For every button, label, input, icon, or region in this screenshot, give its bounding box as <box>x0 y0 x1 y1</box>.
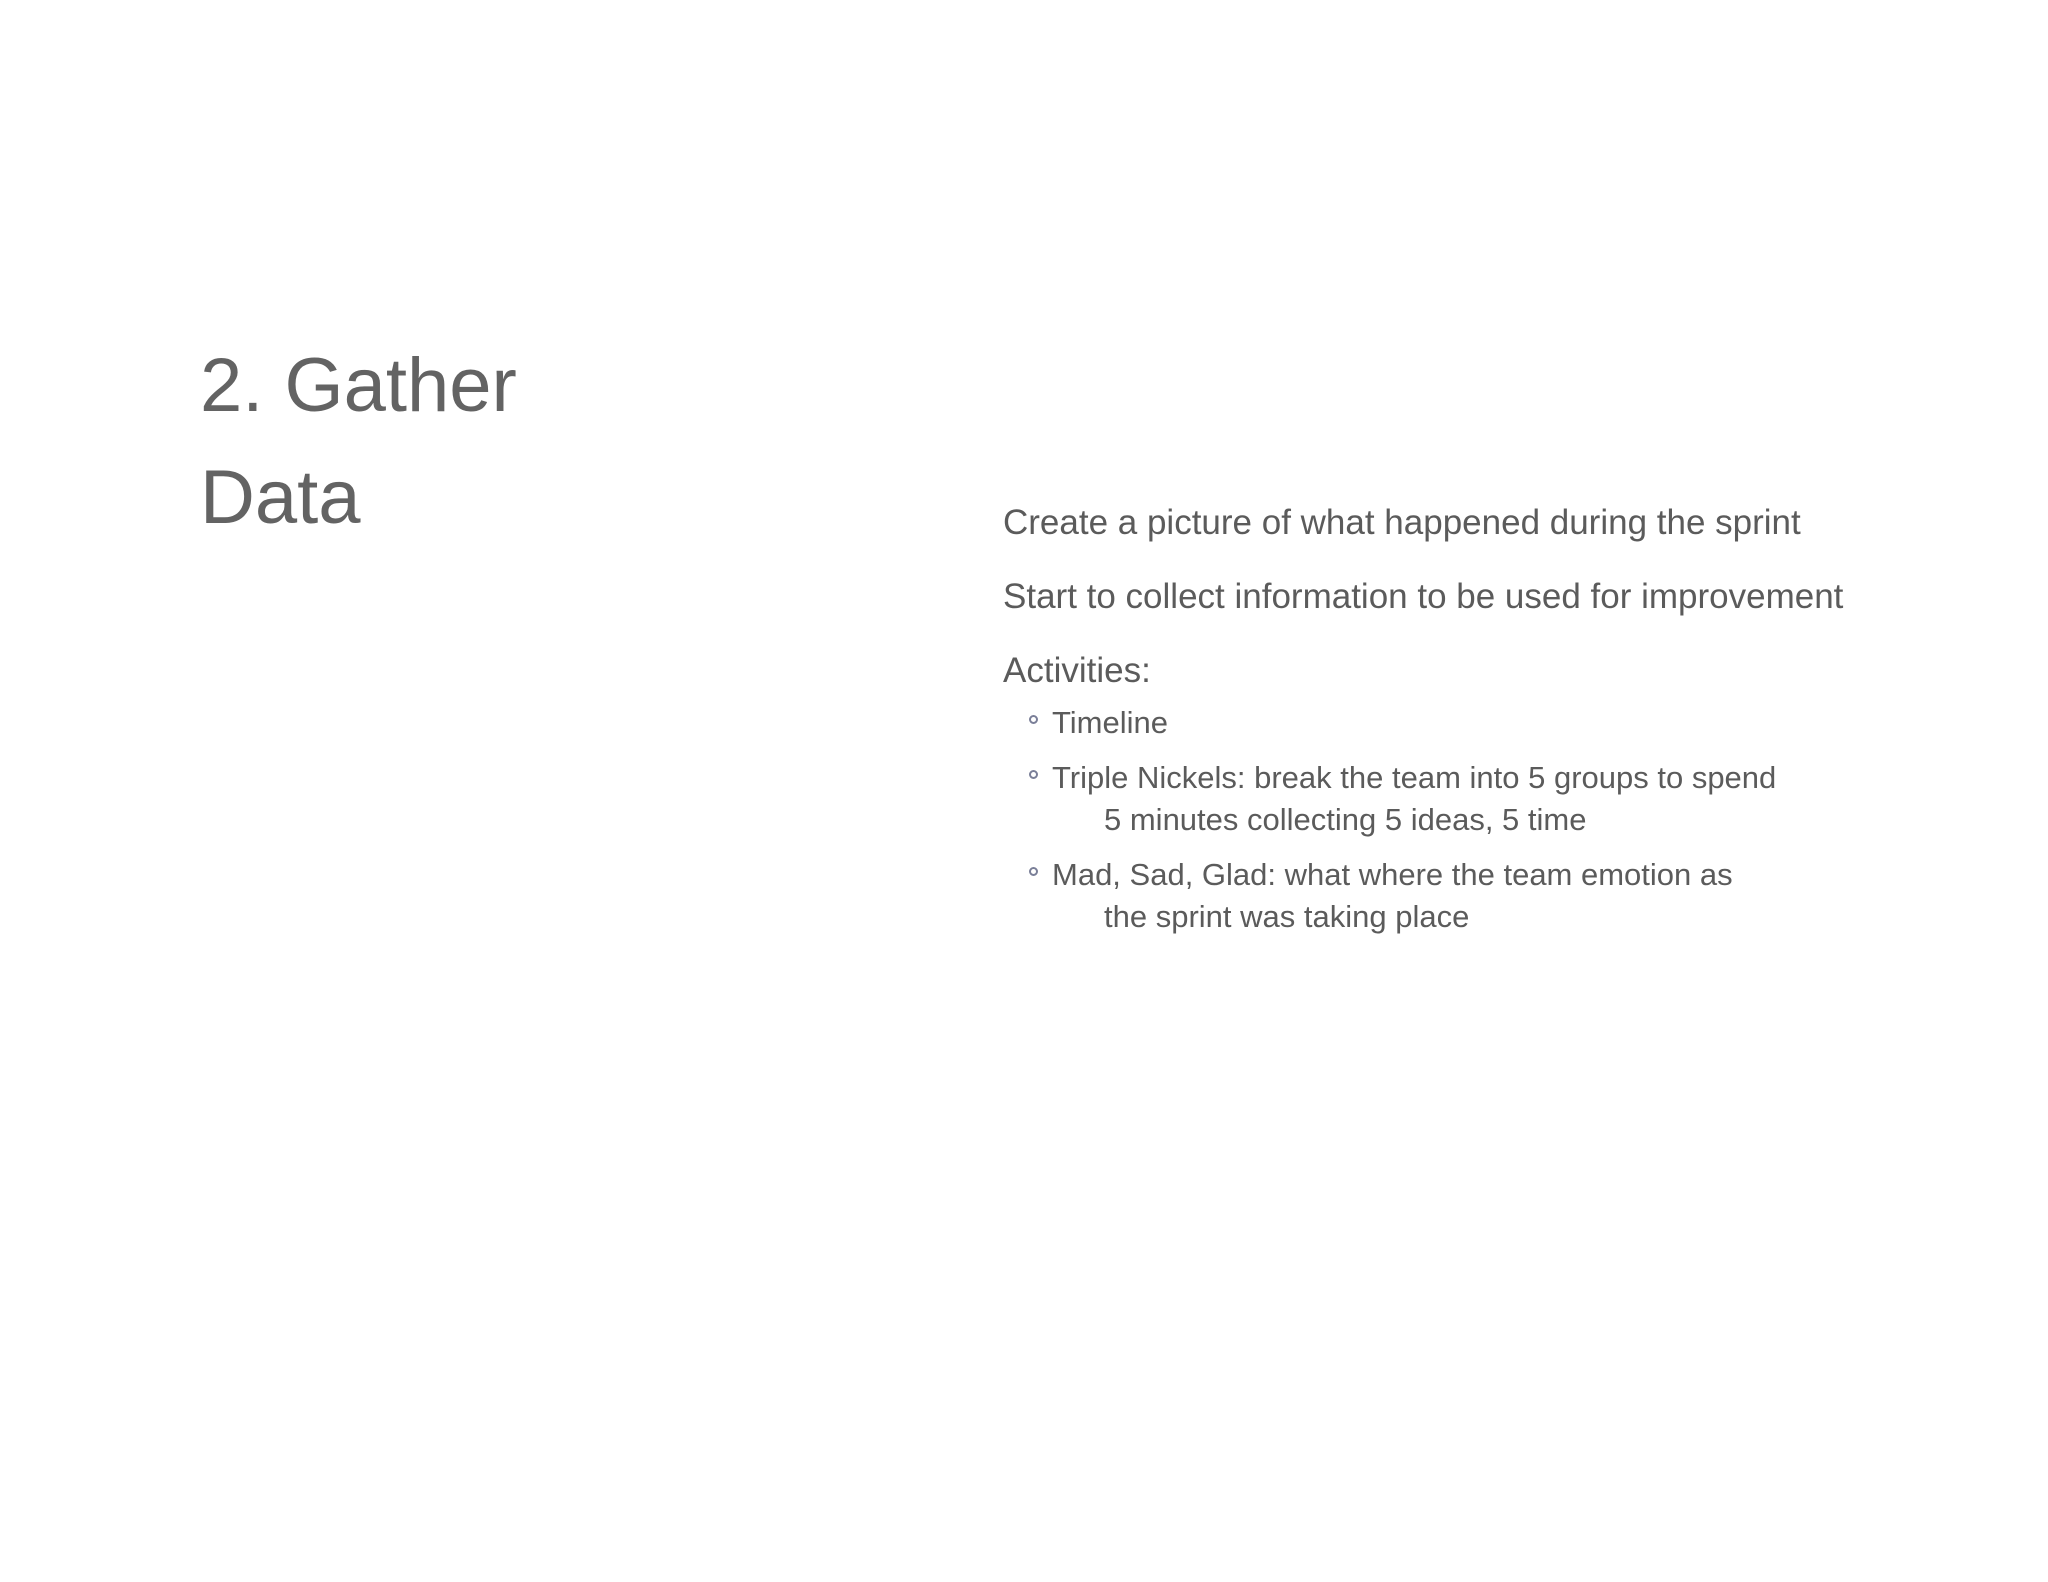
hollow-circle-bullet-icon <box>1029 715 1038 724</box>
slide-title <box>200 330 760 554</box>
hollow-circle-bullet-icon <box>1029 867 1038 876</box>
activity-item-continuation: 5 minutes collecting 5 ideas, 5 time <box>1104 802 1587 837</box>
body-paragraph-picture: Create a picture of what happened during the sprint <box>1003 503 1801 542</box>
body-paragraph-activities-heading: Activities: <box>1003 651 1151 690</box>
activity-item-timeline <box>1003 702 1903 744</box>
slide-title-line-2: Data <box>200 455 361 540</box>
activity-item-text: Mad, Sad, Glad: what where the team emotion as <box>1052 857 1733 892</box>
activity-item-text: Triple Nickels: break the team into 5 groups to spend <box>1052 760 1777 795</box>
activity-item-continuation: the sprint was taking place <box>1104 899 1470 934</box>
slide-body <box>1003 500 1903 951</box>
body-paragraph-collect: Start to collect information to be used for improvement <box>1003 577 1844 616</box>
activity-item-triple-nickels <box>1003 757 1903 841</box>
slide-title-line-1: 2. Gather <box>200 343 517 428</box>
activity-item-mad-sad-glad <box>1003 854 1903 938</box>
activities-list <box>1003 702 1903 938</box>
activity-item-text: Timeline <box>1052 705 1168 740</box>
hollow-circle-bullet-icon <box>1029 770 1038 779</box>
